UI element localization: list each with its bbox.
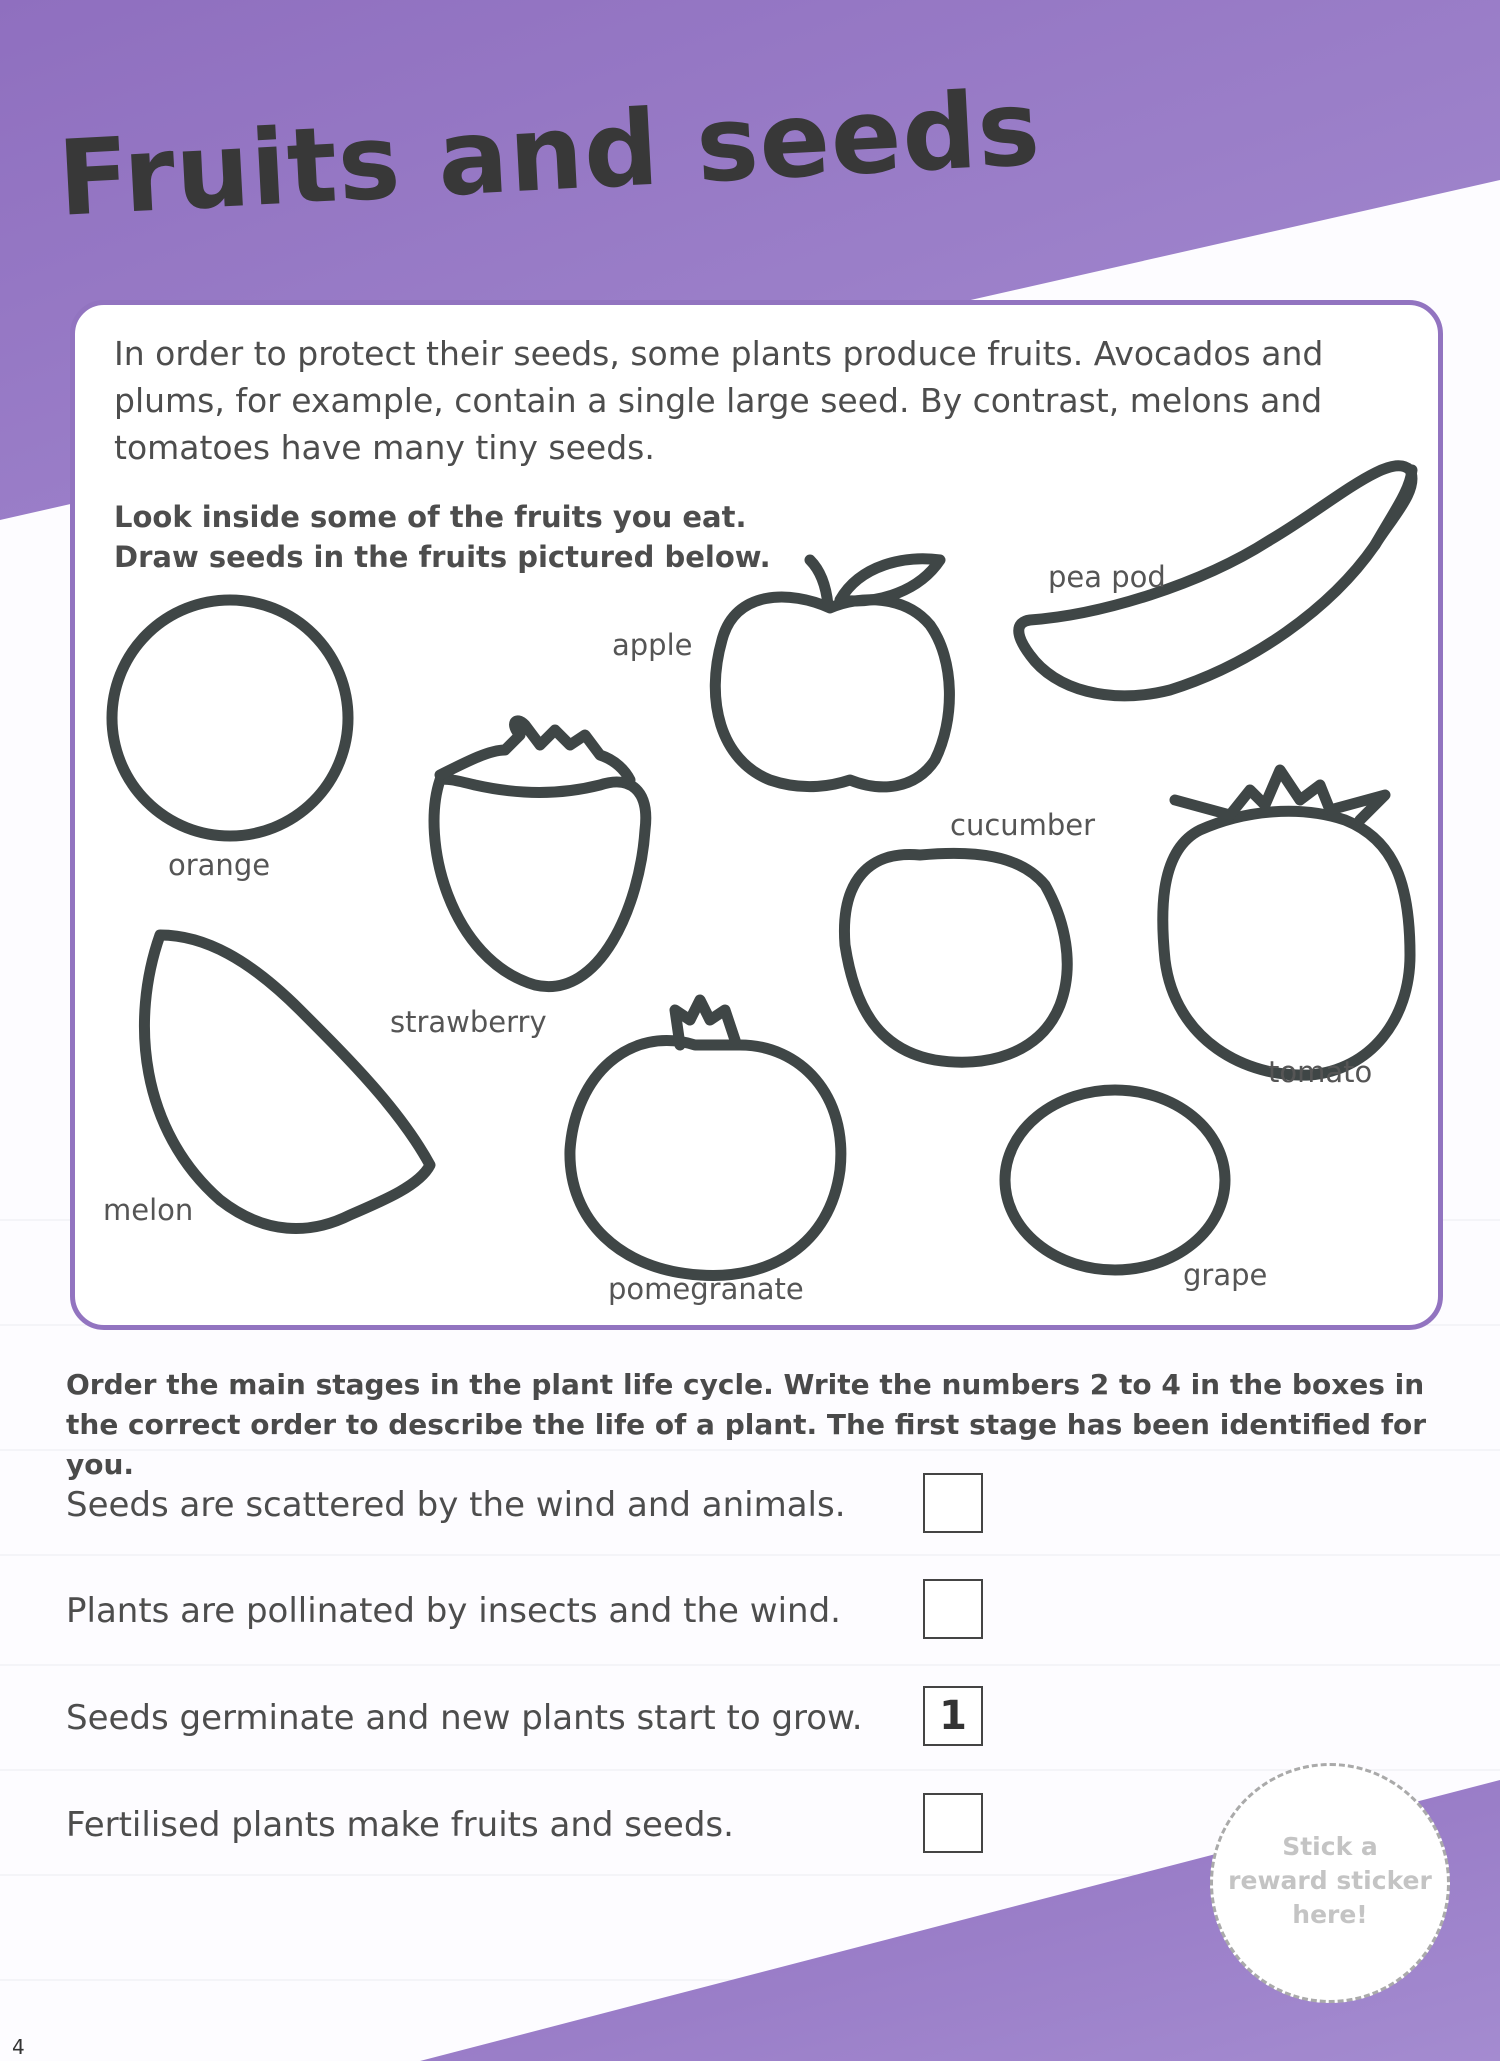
- strawberry-leaves: [440, 721, 630, 780]
- strawberry-outline[interactable]: [434, 779, 646, 986]
- label-pomegranate: pomegranate: [608, 1272, 804, 1306]
- stage-text-2: Plants are pollinated by insects and the wind.: [66, 1591, 841, 1631]
- instruction-line-2: Draw seeds in the fruits pictured below.: [114, 540, 771, 574]
- stage-answer-box-1[interactable]: [923, 1473, 983, 1533]
- pomegranate-crown: [675, 1000, 735, 1045]
- label-grape: grape: [1183, 1258, 1268, 1292]
- apple-leaf: [840, 559, 940, 601]
- reward-sticker-text: [1220, 1830, 1440, 1932]
- apple-outline[interactable]: [715, 597, 949, 787]
- sticker-line-2: reward sticker: [1228, 1866, 1432, 1895]
- cucumber-outline[interactable]: [844, 853, 1067, 1062]
- intro-text: In order to protect their seeds, some plants produce fruits. Avocados and plums, for example, contain a single large seed. By contrast, melons and tomatoes have many tiny seeds.: [114, 334, 1324, 467]
- stage-answer-box-2[interactable]: [923, 1579, 983, 1639]
- label-strawberry: strawberry: [390, 1005, 547, 1039]
- label-tomato: tomato: [1268, 1055, 1373, 1089]
- page-number: 4: [12, 2035, 25, 2059]
- instruction-line-1: Look inside some of the fruits you eat.: [114, 500, 747, 534]
- label-melon: melon: [103, 1193, 194, 1227]
- sticker-line-3: here!: [1292, 1900, 1368, 1929]
- stage-text-1: Seeds are scattered by the wind and animals.: [66, 1485, 846, 1525]
- pomegranate-outline[interactable]: [570, 1041, 841, 1276]
- stage-text-4: Fertilised plants make fruits and seeds.: [66, 1805, 734, 1845]
- orange-outline[interactable]: [112, 600, 348, 836]
- sticker-line-1: Stick a: [1282, 1832, 1378, 1861]
- grape-outline[interactable]: [1005, 1090, 1225, 1270]
- ordering-question: Order the main stages in the plant life cycle. Write the numbers 2 to 4 in the boxes in the correct order to describe the life of a plant. The first stage has been identified for you.: [66, 1368, 1427, 1481]
- page-title: Fruits and seeds: [55, 66, 1044, 240]
- label-orange: orange: [168, 848, 271, 882]
- tomato-outline[interactable]: [1163, 811, 1410, 1075]
- label-apple: apple: [612, 628, 693, 662]
- stage-text-3: Seeds germinate and new plants start to grow.: [66, 1698, 863, 1738]
- stage-answer-box-3[interactable]: 1: [923, 1686, 983, 1746]
- melon-outline[interactable]: [144, 935, 430, 1229]
- label-cucumber: cucumber: [950, 808, 1096, 842]
- stage-answer-box-4[interactable]: [923, 1793, 983, 1853]
- label-pea-pod: pea pod: [1048, 560, 1166, 594]
